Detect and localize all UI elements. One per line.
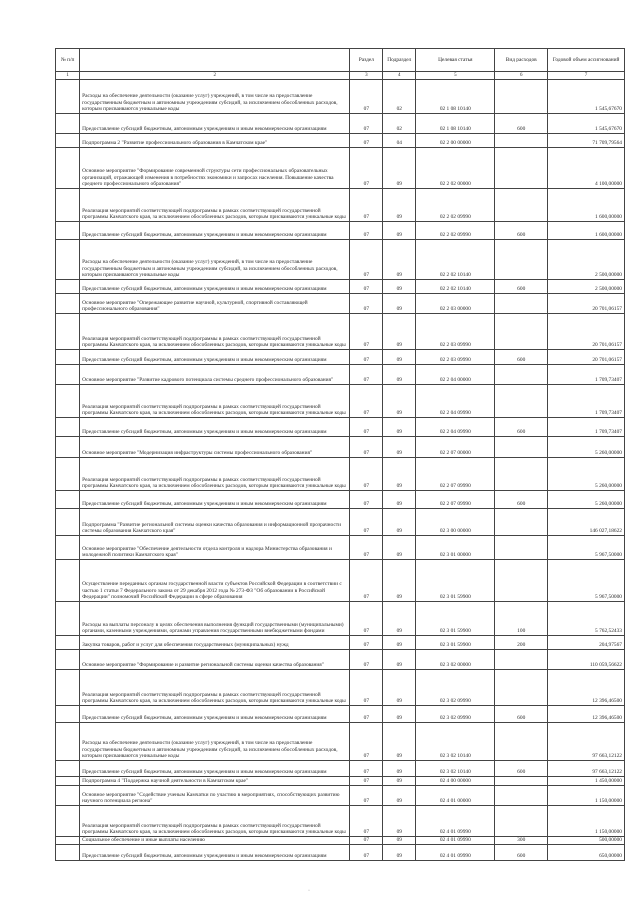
row-razdel-cell: 07 [350, 560, 383, 602]
row-name-cell: Реализация мероприятий соответствующей подпрограммы в рамках соответствующей государственной программы Камчатского края, за исключением обособленных расходов, которым присваиваются уникальные коды [80, 458, 350, 491]
row-name-cell: Подпрограмма 2 "Развитие профессионального образования в Камчатском крае" [80, 134, 350, 148]
row-expense-type-cell [495, 458, 548, 491]
row-razdel-cell: 07 [350, 837, 383, 845]
row-podrazdel-cell: 09 [383, 294, 416, 314]
table-row [56, 602, 625, 636]
header-podrazdel: Подраздел [383, 49, 416, 72]
table-row [56, 837, 625, 845]
row-podrazdel-cell: 09 [383, 560, 416, 602]
row-amount-cell: 5 260,00000 [548, 458, 625, 491]
row-podrazdel-cell: 09 [383, 458, 416, 491]
row-razdel-cell: 07 [350, 636, 383, 650]
table-row [56, 350, 625, 365]
row-podrazdel-cell: 09 [383, 437, 416, 458]
row-name-cell: Предоставление субсидий бюджетным, автономным учреждениям и иным некоммерческим организациям [80, 280, 350, 294]
row-podrazdel-cell: 09 [383, 650, 416, 670]
row-num-cell [56, 240, 80, 280]
page-footer-mark: · [308, 888, 310, 894]
row-name-cell: Предоставление субсидий бюджетным, автономным учреждениям и иным некоммерческим организациям [80, 418, 350, 437]
table-row [56, 777, 625, 786]
row-target-article-cell: 02 2 03 09990 [416, 314, 495, 350]
table-row [56, 437, 625, 458]
row-target-article-cell: 02 3 01 59900 [416, 602, 495, 636]
row-expense-type-cell [495, 385, 548, 418]
row-podrazdel-cell: 09 [383, 350, 416, 365]
row-target-article-cell: 02 3 01 59900 [416, 560, 495, 602]
row-razdel-cell: 07 [350, 786, 383, 806]
row-name-cell: Реализация мероприятий соответствующей подпрограммы в рамках соответствующей государственной программы Камчатского края, за исключением обособленных расходов, которым присваиваются уникальные коды [80, 670, 350, 706]
row-num-cell [56, 437, 80, 458]
row-amount-cell: 5 260,00000 [548, 491, 625, 509]
row-name-cell: Предоставление субсидий бюджетным, автономным учреждениям и иным некоммерческим организациям [80, 114, 350, 134]
row-expense-type-cell [495, 294, 548, 314]
row-podrazdel-cell: 09 [383, 189, 416, 222]
row-num-cell [56, 189, 80, 222]
row-num-cell [56, 350, 80, 365]
row-podrazdel-cell: 09 [383, 385, 416, 418]
row-podrazdel-cell: 09 [383, 761, 416, 777]
row-razdel-cell: 07 [350, 602, 383, 636]
row-target-article-cell: 02 4 01 00000 [416, 786, 495, 806]
row-amount-cell: 12 396,46500 [548, 706, 625, 723]
row-expense-type-cell: 300 [495, 837, 548, 845]
row-razdel-cell: 07 [350, 314, 383, 350]
row-num-cell [56, 80, 80, 114]
row-num-cell [56, 670, 80, 706]
table-row [56, 786, 625, 806]
row-razdel-cell: 07 [350, 189, 383, 222]
header-target-article: Целевая статья [416, 49, 495, 72]
row-num-cell [56, 385, 80, 418]
row-target-article-cell: 02 2 04 09990 [416, 418, 495, 437]
row-amount-cell: 110 059,56622 [548, 650, 625, 670]
row-expense-type-cell [495, 189, 548, 222]
row-name-cell: Предоставление субсидий бюджетным, автономным учреждениям и иным некоммерческим организациям [80, 350, 350, 365]
row-razdel-cell: 07 [350, 777, 383, 786]
row-target-article-cell: 02 3 02 10140 [416, 723, 495, 761]
row-razdel-cell: 07 [350, 723, 383, 761]
row-num-cell [56, 280, 80, 294]
row-razdel-cell: 07 [350, 240, 383, 280]
row-num-cell [56, 837, 80, 845]
row-name-cell: Расходы на обеспечение деятельности (оказание услуг) учреждений, в том числе на предоставление государственным бюджетным и автономным учреждениям субсидий, за исключением обособленных расходов, которым присваиваются уникальные коды [80, 80, 350, 114]
row-amount-cell: 1 709,73407 [548, 385, 625, 418]
row-razdel-cell: 07 [350, 458, 383, 491]
row-name-cell: Основное мероприятие "Опережающее развитие научной, культурной, спортивной составляющей профессионального образования" [80, 294, 350, 314]
row-target-article-cell: 02 3 02 09990 [416, 670, 495, 706]
row-num-cell [56, 114, 80, 134]
row-podrazdel-cell: 09 [383, 280, 416, 294]
row-podrazdel-cell: 09 [383, 365, 416, 385]
row-razdel-cell: 07 [350, 385, 383, 418]
row-podrazdel-cell: 09 [383, 509, 416, 536]
column-index: 1 [56, 72, 80, 80]
table-row [56, 294, 625, 314]
row-amount-cell: 5 967,50000 [548, 536, 625, 560]
row-name-cell: Социальное обеспечение и иные выплаты населению [80, 837, 350, 845]
row-podrazdel-cell: 09 [383, 536, 416, 560]
row-expense-type-cell [495, 723, 548, 761]
row-podrazdel-cell: 09 [383, 845, 416, 861]
row-amount-cell: 12 396,46500 [548, 670, 625, 706]
column-index: 4 [383, 72, 416, 80]
row-expense-type-cell: 600 [495, 845, 548, 861]
row-amount-cell: 97 663,12122 [548, 761, 625, 777]
row-expense-type-cell: 100 [495, 602, 548, 636]
row-expense-type-cell [495, 650, 548, 670]
row-target-article-cell: 02 2 04 00000 [416, 365, 495, 385]
row-amount-cell: 650,00000 [548, 845, 625, 861]
row-num-cell [56, 365, 80, 385]
row-name-cell: Реализация мероприятий соответствующей подпрограммы в рамках соответствующей государственной программы Камчатского края, за исключением обособленных расходов, которым присваиваются уникальные коды [80, 806, 350, 837]
row-amount-cell: 1 545,67670 [548, 80, 625, 114]
row-razdel-cell: 07 [350, 280, 383, 294]
row-num-cell [56, 650, 80, 670]
table-row [56, 114, 625, 134]
row-podrazdel-cell: 09 [383, 602, 416, 636]
table-row [56, 509, 625, 536]
row-amount-cell: 204,97567 [548, 636, 625, 650]
row-podrazdel-cell: 09 [383, 837, 416, 845]
row-razdel-cell: 07 [350, 418, 383, 437]
table-row [56, 365, 625, 385]
table-row [56, 458, 625, 491]
row-expense-type-cell [495, 134, 548, 148]
row-podrazdel-cell: 09 [383, 806, 416, 837]
row-amount-cell: 2 500,00000 [548, 280, 625, 294]
row-expense-type-cell [495, 148, 548, 189]
row-podrazdel-cell: 09 [383, 240, 416, 280]
row-razdel-cell: 07 [350, 114, 383, 134]
header-num: № п/п [56, 49, 80, 72]
row-amount-cell: 20 701,06157 [548, 314, 625, 350]
header-name [80, 49, 350, 72]
row-expense-type-cell [495, 365, 548, 385]
row-target-article-cell: 02 2 07 09990 [416, 491, 495, 509]
row-expense-type-cell: 600 [495, 222, 548, 240]
row-amount-cell: 1 450,00000 [548, 777, 625, 786]
row-name-cell: Предоставление субсидий бюджетным, автономным учреждениям и иным некоммерческим организациям [80, 491, 350, 509]
column-index-row [56, 72, 625, 80]
row-razdel-cell: 07 [350, 365, 383, 385]
row-expense-type-cell: 600 [495, 706, 548, 723]
table-row [56, 806, 625, 837]
row-amount-cell: 4 100,00000 [548, 148, 625, 189]
row-podrazdel-cell: 09 [383, 777, 416, 786]
table-row [56, 222, 625, 240]
row-expense-type-cell: 600 [495, 761, 548, 777]
table-row [56, 845, 625, 861]
table-row [56, 148, 625, 189]
table-row [56, 314, 625, 350]
row-name-cell: Закупка товаров, работ и услуг для обеспечения государственных (муниципальных) нужд [80, 636, 350, 650]
row-razdel-cell: 07 [350, 670, 383, 706]
table-body [56, 80, 625, 861]
row-num-cell [56, 845, 80, 861]
row-target-article-cell: 02 1 08 10140 [416, 80, 495, 114]
table-row [56, 761, 625, 777]
column-index: 7 [548, 72, 625, 80]
column-index: 6 [495, 72, 548, 80]
row-amount-cell: 1 709,73407 [548, 365, 625, 385]
row-razdel-cell: 07 [350, 437, 383, 458]
row-num-cell [56, 560, 80, 602]
row-name-cell: Реализация мероприятий соответствующей подпрограммы в рамках соответствующей государственной программы Камчатского края, за исключением обособленных расходов, которым присваиваются уникальные коды [80, 189, 350, 222]
row-target-article-cell: 02 2 02 10140 [416, 280, 495, 294]
row-target-article-cell: 02 3 00 00000 [416, 509, 495, 536]
row-razdel-cell: 07 [350, 148, 383, 189]
row-name-cell: Осуществление переданных органам государственной власти субъектов Российской Федерации в соответствии с частью 1 статьи 7 Федерального закона от 29 декабря 2012 года № 273-ФЗ "Об образовании в Российской Федерации" полномочий Российской Федерации в сфере образования [80, 560, 350, 602]
table-row [56, 418, 625, 437]
row-podrazdel-cell: 09 [383, 491, 416, 509]
row-target-article-cell: 02 3 01 59900 [416, 636, 495, 650]
table-row [56, 134, 625, 148]
table-row [56, 385, 625, 418]
row-name-cell: Расходы на выплаты персоналу в целях обеспечения выполнения функций государственными (муниципальными) органами, казенными учреждениями, органами управления государственными внебюджетными фондами [80, 602, 350, 636]
table-row [56, 536, 625, 560]
row-num-cell [56, 706, 80, 723]
row-name-cell: Расходы на обеспечение деятельности (оказание услуг) учреждений, в том числе на предоставление государственным бюджетным и автономным учреждениям субсидий, за исключением обособленных расходов, которым присваиваются уникальные коды [80, 723, 350, 761]
row-target-article-cell: 02 2 02 09990 [416, 222, 495, 240]
row-target-article-cell: 02 4 01 09990 [416, 837, 495, 845]
row-name-cell: Предоставление субсидий бюджетным, автономным учреждениям и иным некоммерческим организациям [80, 222, 350, 240]
row-num-cell [56, 294, 80, 314]
row-target-article-cell: 02 2 04 09990 [416, 385, 495, 418]
row-target-article-cell: 02 3 02 00000 [416, 650, 495, 670]
row-expense-type-cell [495, 806, 548, 837]
row-name-cell: Основное мероприятие "Развитие кадрового потенциала системы среднего профессионального образования" [80, 365, 350, 385]
row-razdel-cell: 07 [350, 536, 383, 560]
row-podrazdel-cell: 09 [383, 314, 416, 350]
column-index: 5 [416, 72, 495, 80]
row-name-cell: Основное мероприятие "Формирование и развитие региональной системы оценки качества образования" [80, 650, 350, 670]
row-amount-cell: 20 701,06157 [548, 350, 625, 365]
row-razdel-cell: 07 [350, 509, 383, 536]
row-expense-type-cell [495, 240, 548, 280]
row-expense-type-cell [495, 777, 548, 786]
row-name-cell: Реализация мероприятий соответствующей подпрограммы в рамках соответствующей государственной программы Камчатского края, за исключением обособленных расходов, которым присваиваются уникальные коды [80, 385, 350, 418]
row-num-cell [56, 458, 80, 491]
table-header-row [56, 49, 625, 72]
row-expense-type-cell [495, 509, 548, 536]
row-podrazdel-cell: 09 [383, 706, 416, 723]
row-num-cell [56, 536, 80, 560]
row-amount-cell: 1 150,00000 [548, 786, 625, 806]
row-expense-type-cell [495, 786, 548, 806]
row-target-article-cell: 02 2 02 00000 [416, 148, 495, 189]
row-num-cell [56, 148, 80, 189]
row-name-cell: Предоставление субсидий бюджетным, автономным учреждениям и иным некоммерческим организациям [80, 706, 350, 723]
row-target-article-cell: 02 1 08 10140 [416, 114, 495, 134]
row-amount-cell: 1 709,73407 [548, 418, 625, 437]
row-num-cell [56, 602, 80, 636]
row-amount-cell: 1 545,67670 [548, 114, 625, 134]
row-name-cell: Расходы на обеспечение деятельности (оказание услуг) учреждений, в том числе на предоставление государственным бюджетным и автономным учреждениям субсидий, за исключением обособленных расходов, которым присваиваются уникальные коды [80, 240, 350, 280]
header-annual-amount: Годовой объем ассигнований [548, 49, 625, 72]
row-num-cell [56, 222, 80, 240]
row-name-cell: Основное мероприятие "Формирование современной структуры сети профессиональных образовательных организаций, отражающей изменения в потребностях экономики и запросах населения. Повышение качества среднего профессионального образования" [80, 148, 350, 189]
row-podrazdel-cell: 04 [383, 134, 416, 148]
row-target-article-cell: 02 4 01 09990 [416, 845, 495, 861]
row-amount-cell: 20 701,06157 [548, 294, 625, 314]
table-row [56, 670, 625, 706]
row-num-cell [56, 636, 80, 650]
row-expense-type-cell: 600 [495, 491, 548, 509]
table-row [56, 723, 625, 761]
budget-table [55, 48, 625, 861]
table-row [56, 280, 625, 294]
row-name-cell: Подпрограмма 4 "Поддержка научной деятельности в Камчатском крае" [80, 777, 350, 786]
header-expense-type: Вид расходов [495, 49, 548, 72]
row-amount-cell: 2 500,00000 [548, 240, 625, 280]
row-target-article-cell: 02 4 00 00000 [416, 777, 495, 786]
row-expense-type-cell [495, 560, 548, 602]
row-num-cell [56, 786, 80, 806]
row-amount-cell: 1 150,00000 [548, 806, 625, 837]
row-target-article-cell: 02 2 03 09990 [416, 350, 495, 365]
row-razdel-cell: 07 [350, 350, 383, 365]
row-podrazdel-cell: 02 [383, 114, 416, 134]
row-amount-cell: 5 260,00000 [548, 437, 625, 458]
row-podrazdel-cell: 09 [383, 148, 416, 189]
row-razdel-cell: 07 [350, 761, 383, 777]
table-row [56, 240, 625, 280]
table-row [56, 491, 625, 509]
table-row [56, 636, 625, 650]
table-row [56, 80, 625, 114]
row-target-article-cell: 02 2 02 10140 [416, 240, 495, 280]
row-target-article-cell: 02 4 01 09990 [416, 806, 495, 837]
header-razdel: Раздел [350, 49, 383, 72]
row-razdel-cell: 07 [350, 491, 383, 509]
row-expense-type-cell: 600 [495, 114, 548, 134]
row-podrazdel-cell: 09 [383, 786, 416, 806]
row-razdel-cell: 07 [350, 134, 383, 148]
row-razdel-cell: 07 [350, 845, 383, 861]
column-index: 2 [80, 72, 350, 80]
table-row [56, 560, 625, 602]
row-target-article-cell: 02 2 00 00000 [416, 134, 495, 148]
row-podrazdel-cell: 09 [383, 723, 416, 761]
row-num-cell [56, 134, 80, 148]
row-amount-cell: 97 663,12122 [548, 723, 625, 761]
row-name-cell: Предоставление субсидий бюджетным, автономным учреждениям и иным некоммерческим организациям [80, 761, 350, 777]
row-name-cell: Подпрограмма "Развитие региональной системы оценки качества образования и информационной прозрачности системы образования Камчатского края" [80, 509, 350, 536]
row-expense-type-cell: 600 [495, 418, 548, 437]
row-podrazdel-cell: 09 [383, 636, 416, 650]
row-razdel-cell: 07 [350, 706, 383, 723]
row-num-cell [56, 418, 80, 437]
row-name-cell: Предоставление субсидий бюджетным, автономным учреждениям и иным некоммерческим организациям [80, 845, 350, 861]
row-razdel-cell: 07 [350, 80, 383, 114]
table-row [56, 650, 625, 670]
row-expense-type-cell: 600 [495, 280, 548, 294]
row-num-cell [56, 777, 80, 786]
row-name-cell: Реализация мероприятий соответствующей подпрограммы в рамках соответствующей государственной программы Камчатского края, за исключением обособленных расходов, которым присваиваются уникальные коды [80, 314, 350, 350]
row-num-cell [56, 491, 80, 509]
row-expense-type-cell [495, 670, 548, 706]
row-amount-cell: 500,00000 [548, 837, 625, 845]
row-name-cell: Основное мероприятие "Обеспечение деятельности отдела контроля и надзора Министерства образования и молодежной политики Камчатского края" [80, 536, 350, 560]
row-amount-cell: 1 600,00000 [548, 189, 625, 222]
row-expense-type-cell: 200 [495, 636, 548, 650]
row-expense-type-cell [495, 536, 548, 560]
row-expense-type-cell [495, 437, 548, 458]
table-row [56, 189, 625, 222]
row-amount-cell: 1 600,00000 [548, 222, 625, 240]
row-num-cell [56, 509, 80, 536]
row-num-cell [56, 314, 80, 350]
row-target-article-cell: 02 2 02 09990 [416, 189, 495, 222]
row-name-cell: Основное мероприятие "Содействие ученым Камчатки по участию в мероприятиях, способствующих развитию научного потенциала региона" [80, 786, 350, 806]
row-target-article-cell: 02 3 02 10140 [416, 761, 495, 777]
row-target-article-cell: 02 2 03 00000 [416, 294, 495, 314]
row-razdel-cell: 07 [350, 806, 383, 837]
row-target-article-cell: 02 2 07 00000 [416, 437, 495, 458]
row-amount-cell: 5 762,52433 [548, 602, 625, 636]
row-podrazdel-cell: 02 [383, 80, 416, 114]
column-index: 3 [350, 72, 383, 80]
row-razdel-cell: 07 [350, 222, 383, 240]
row-target-article-cell: 02 3 02 09990 [416, 706, 495, 723]
row-expense-type-cell [495, 314, 548, 350]
row-razdel-cell: 07 [350, 294, 383, 314]
row-expense-type-cell: 600 [495, 350, 548, 365]
row-num-cell [56, 806, 80, 837]
row-amount-cell: 5 967,50000 [548, 560, 625, 602]
row-target-article-cell: 02 3 01 00000 [416, 536, 495, 560]
row-amount-cell: 71 709,79564 [548, 134, 625, 148]
row-name-cell: Основное мероприятие "Модернизация инфраструктуры системы профессионального образования" [80, 437, 350, 458]
row-razdel-cell: 07 [350, 650, 383, 670]
row-expense-type-cell [495, 80, 548, 114]
table-row [56, 706, 625, 723]
row-amount-cell: 146 027,18622 [548, 509, 625, 536]
row-num-cell [56, 761, 80, 777]
row-target-article-cell: 02 2 07 09990 [416, 458, 495, 491]
row-podrazdel-cell: 09 [383, 418, 416, 437]
row-num-cell [56, 723, 80, 761]
row-podrazdel-cell: 09 [383, 222, 416, 240]
row-podrazdel-cell: 09 [383, 670, 416, 706]
